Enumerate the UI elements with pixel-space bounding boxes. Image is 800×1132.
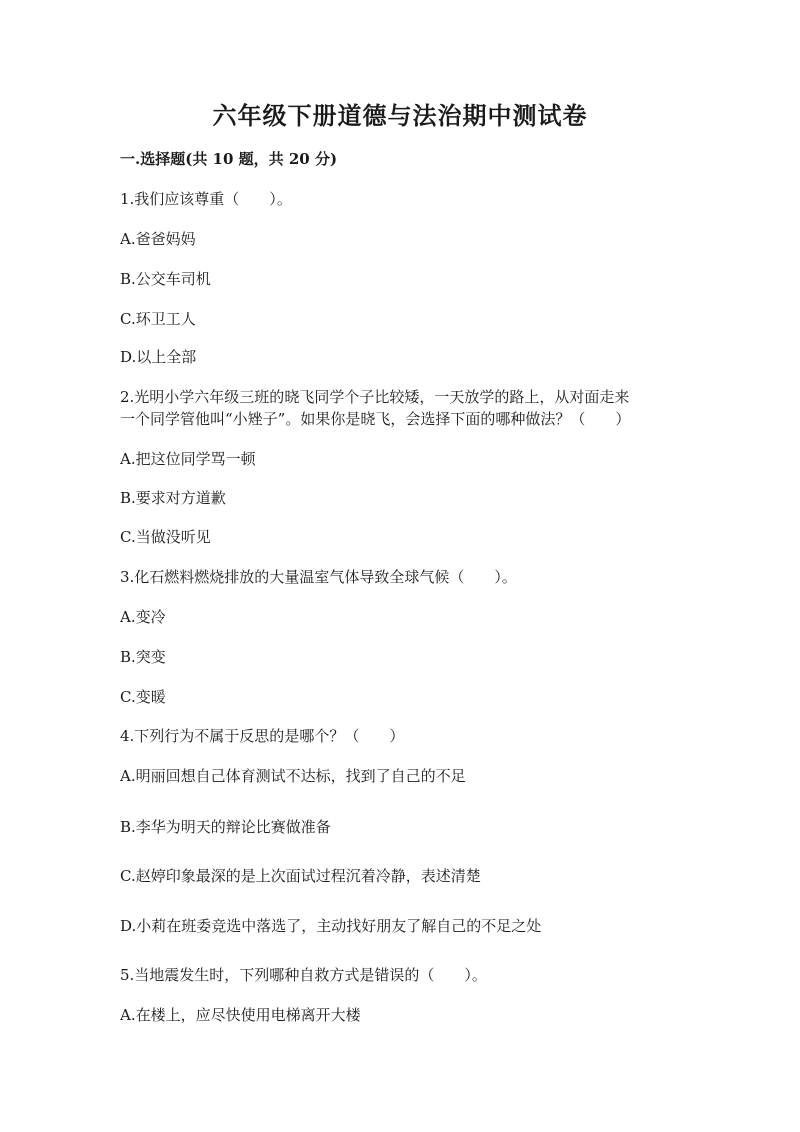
question-1-option-a: A.爸爸妈妈: [120, 230, 196, 248]
question-2-stem-line-2: 一个同学管他叫“小矬子”。如果你是晓飞，会选择下面的哪种做法？（ ）: [120, 410, 631, 428]
question-4-option-c: C.赵婷印象最深的是上次面试过程沉着冷静，表述清楚: [120, 867, 481, 885]
question-3-option-b: B.突变: [120, 648, 166, 666]
question-1-stem: 1.我们应该尊重（ ）。: [120, 190, 292, 208]
question-3-stem: 3.化石燃料燃烧排放的大量温室气体导致全球气候（ ）。: [120, 568, 517, 586]
question-4-option-b: B.李华为明天的辩论比赛做准备: [120, 818, 331, 836]
question-3-option-c: C.变暖: [120, 688, 166, 706]
question-5-option-a: A.在楼上，应尽快使用电梯离开大楼: [120, 1006, 361, 1024]
question-1-option-d: D.以上全部: [120, 348, 197, 366]
question-4-option-a: A.明丽回想自己体育测试不达标，找到了自己的不足: [120, 767, 466, 785]
question-4-option-d: D.小莉在班委竞选中落选了，主动找好朋友了解自己的不足之处: [120, 917, 542, 935]
question-2-option-c: C.当做没听见: [120, 528, 211, 546]
question-5-stem: 5.当地震发生时，下列哪种自救方式是错误的（ ）。: [120, 966, 487, 984]
question-2-stem-line-1: 2.光明小学六年级三班的晓飞同学个子比较矮，一天放学的路上，从对面走来: [120, 388, 630, 406]
page-title: 六年级下册道德与法治期中测试卷: [212, 101, 588, 130]
question-2-option-b: B.要求对方道歉: [120, 489, 226, 507]
question-1-option-c: C.环卫工人: [120, 310, 196, 328]
question-4-stem: 4.下列行为不属于反思的是哪个？（ ）: [120, 727, 405, 745]
question-2-option-a: A.把这位同学骂一顿: [120, 450, 256, 468]
section-heading: 一.选择题(共 10 题，共 20 分): [120, 150, 338, 168]
question-1-option-b: B.公交车司机: [120, 270, 211, 288]
question-3-option-a: A.变冷: [120, 608, 166, 626]
